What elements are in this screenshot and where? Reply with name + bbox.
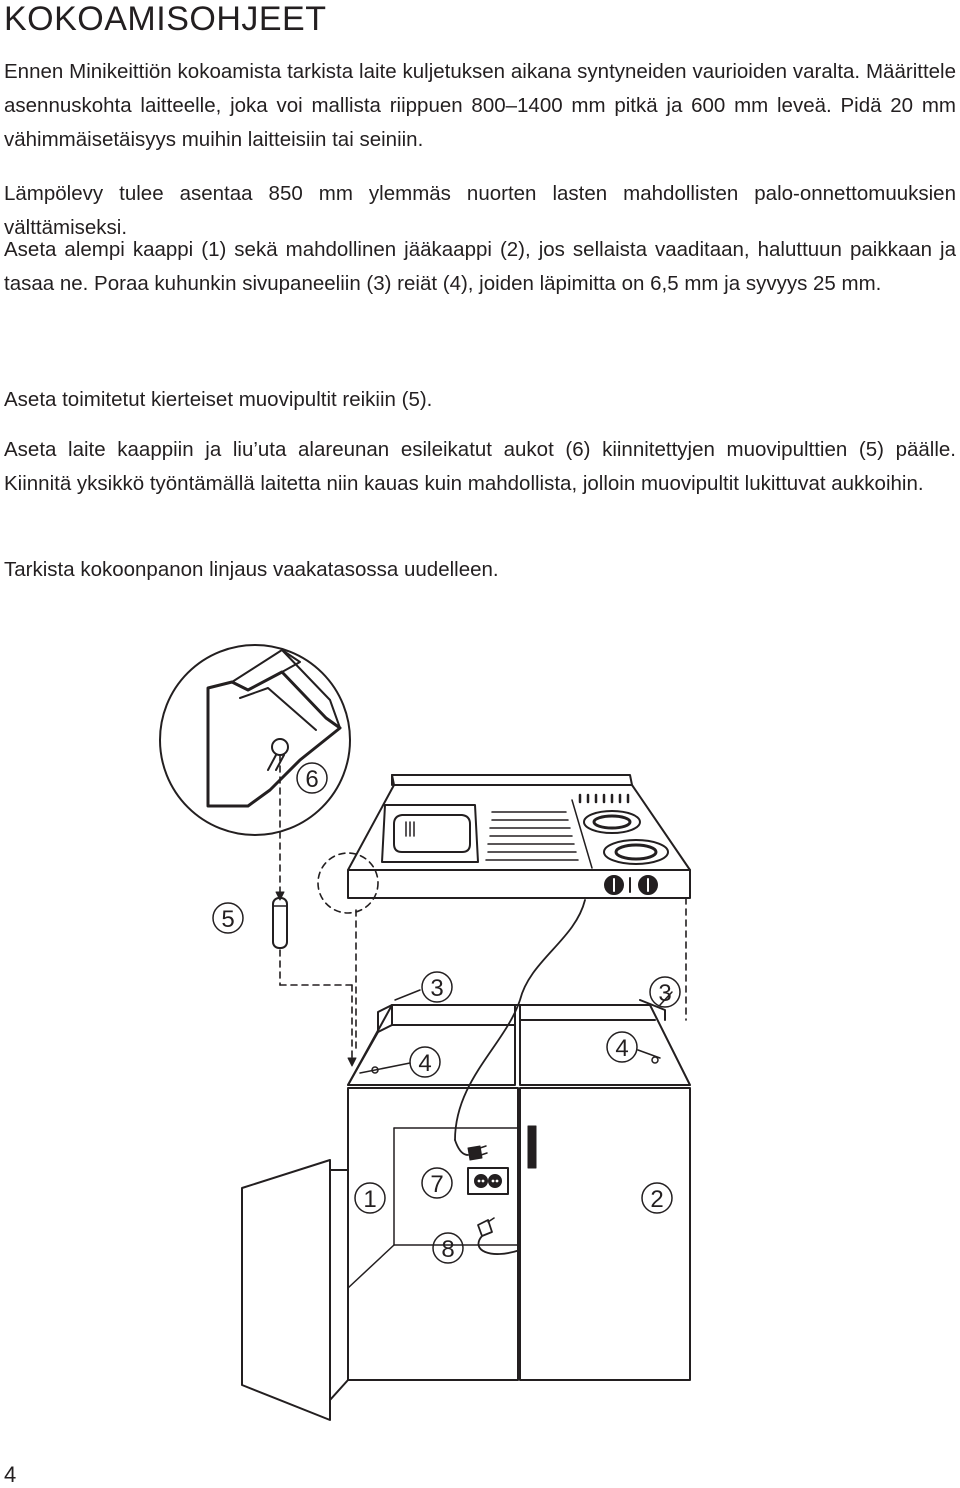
callout-7: 7 <box>430 1171 444 1198</box>
paragraph-mounting: Aseta laite kaappiin ja liu’uta alareunan esileikatut aukot (6) kiinnitettyjen muovipulttien (5) päälle. Kiinnitä yksikkö työntämällä laitetta niin kauas kuin mahdollista, jolloin muovipultit lukittuvat aukkoihin. <box>4 438 956 495</box>
callout-2: 2 <box>650 1186 664 1213</box>
page-number: 4 <box>4 1462 17 1487</box>
power-plug <box>478 1218 520 1254</box>
lower-cabinet <box>242 1088 518 1420</box>
kitchenette-unit <box>348 775 690 898</box>
paragraph-cabinet-setup: Aseta alempi kaappi (1) sekä mahdollinen jääkaappi (2), jos sellaista vaaditaan, haluttuun paikkaan ja tasaa ne. Poraa kuhunkin sivupaneeliin (3) reiät (4), joiden läpimitta on 6,5 mm ja syvyys 25 mm. <box>4 238 956 295</box>
detail-magnifier <box>160 645 350 835</box>
paragraph-alignment: Tarkista kokoonpanon linjaus vaakatasossa uudelleen. <box>4 558 499 581</box>
wall-socket <box>468 1168 508 1194</box>
fridge-cabinet <box>520 1088 690 1380</box>
paragraph-bolts: Aseta toimitetut kierteiset muovipultit reikiin (5). <box>4 388 433 411</box>
callout-8: 8 <box>441 1236 455 1263</box>
paragraph-hob-height: Lämpölevy tulee asentaa 850 mm ylemmäs nuorten lasten mahdollisten palo-onnettomuuksien välttämiseksi. <box>4 182 956 239</box>
plastic-bolt <box>273 898 287 948</box>
cabinet-top-frame <box>348 990 690 1085</box>
callout-labels <box>213 763 680 1263</box>
callout-1: 1 <box>363 1186 377 1213</box>
callout-3-right: 3 <box>658 980 672 1007</box>
callout-3-left: 3 <box>430 975 444 1002</box>
callout-5: 5 <box>221 906 235 933</box>
callout-6: 6 <box>305 766 319 793</box>
page-title: KOKOAMISOHJEET <box>4 0 327 38</box>
paragraph-inspection: Ennen Minikeittiön kokoamista tarkista laite kuljetuksen aikana syntyneiden vaurioiden varalta. Määrittele asennuskohta laitteelle, joka voi mallista riippuen 800–1400 mm pitkä ja 600 mm leveä. Pidä 20 mm vähimmäisetäisyys muihin laitteisiin tai seiniin. <box>4 60 956 151</box>
callout-4-left: 4 <box>418 1050 432 1077</box>
callout-4-right: 4 <box>615 1035 629 1062</box>
